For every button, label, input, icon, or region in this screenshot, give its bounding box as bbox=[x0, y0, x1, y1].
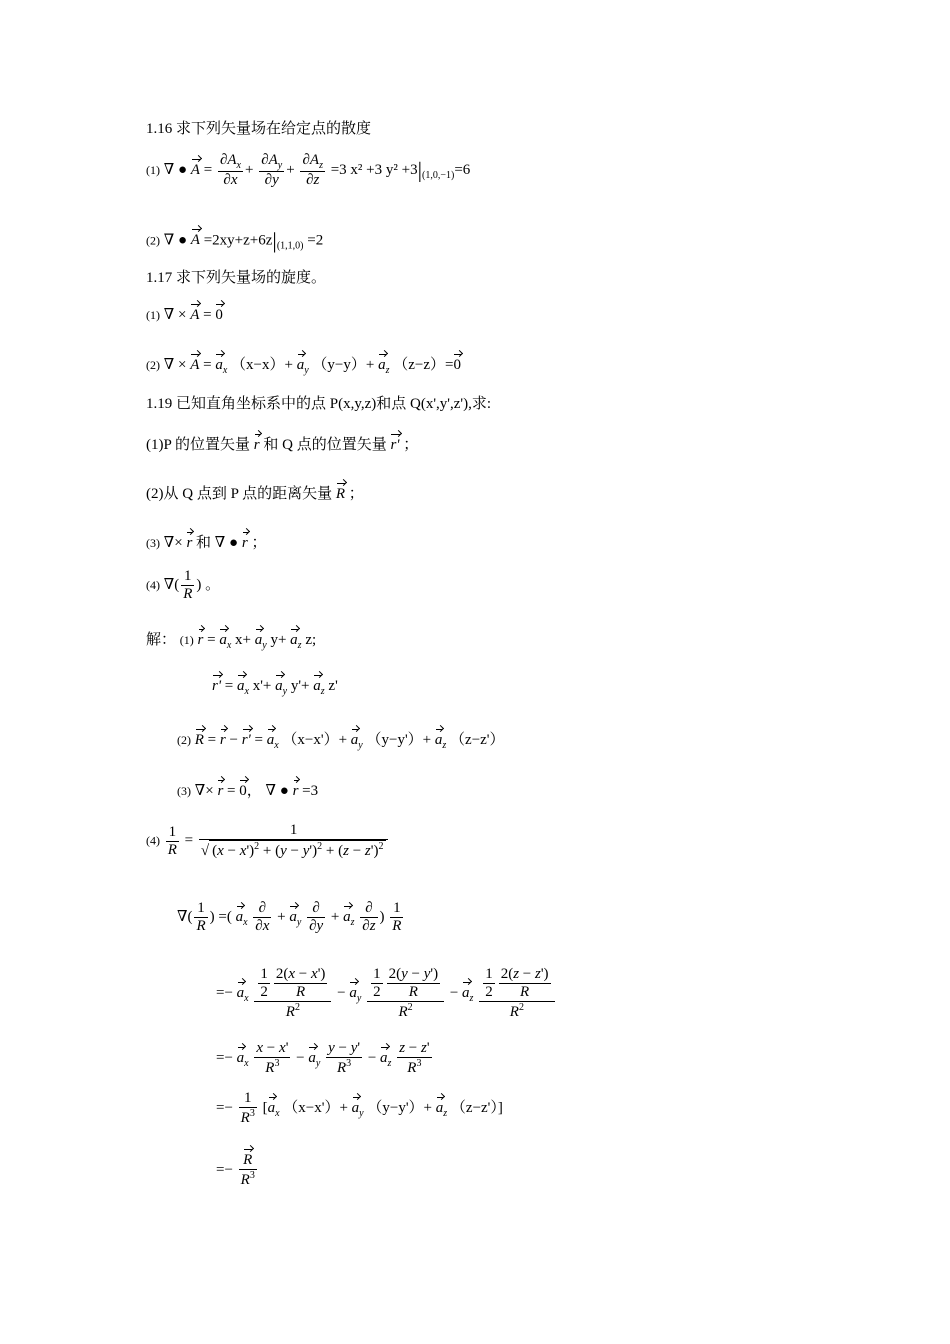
problem-1-17-item1: (1) ∇ × A = 0 bbox=[146, 307, 223, 323]
problem-1-17-item2: (2) ∇ × $A = a_x$ $(x-x)+ a_y$ $(y-y)+ a_z$ （z−z）=0 bbox=[146, 357, 461, 376]
solution-gradient: ∇( $\frac{1}{R}$ ) =( $a_x$ $\frac{\partial}{\partial x}$ + $a_y$ $\frac{\partial}{\partial y}$ + $a_z$ $\frac{\partial}{\partial z}$ ) $\frac{1}{R}$ bbox=[177, 900, 402, 934]
problem-1-19-title: 1.19 已知直角坐标系中的点 P(x,y,z)和点 Q(x',y',z'),求: bbox=[146, 396, 492, 412]
solution-step1: 解： (1) $r = a_x$ $x+ a_y$ $y+ a_z$ z; bbox=[146, 632, 317, 651]
problem-1-19-item2: (2)从 Q 点到 P 点的距离矢量 R ； bbox=[146, 486, 364, 502]
solution-gradient-step2: =− $a_x$ $\frac{x - x'}{R^3}$ − $a_y$ $\frac{y - y'}{R^3}$ − $a_z$ $\frac{z - z'}{R^3}$ bbox=[216, 1040, 430, 1076]
problem-1-19-item1: (1)P 的位置矢量 r 和 Q 点的位置矢量 r' ； bbox=[146, 437, 419, 453]
problem-1-17-title: 1.17 求下列矢量场的旋度。 bbox=[146, 270, 327, 286]
problem-1-16-item2: (2) ∇ ● $A =2xy+z+6z|_{(1,1,0)} =2$ bbox=[146, 228, 324, 253]
solution-gradient-step3: =− $\frac{1}{R^3}$ [$a_x$ $(x-x')+ a_y$ $(y-y')+ a_z$ （z−z'）] bbox=[216, 1090, 503, 1126]
solution-step4: (4) $\frac{1}{R}$ = $\frac{1}{√ (x - x')^2 + (y - y')^2 + (z - z')^2}$ bbox=[146, 822, 390, 860]
solution-gradient-final: =− $\frac{R}{R^3}$ bbox=[216, 1152, 255, 1188]
solution-step3: (3) ∇× r = 0， ∇ ● r =3 bbox=[177, 783, 319, 799]
problem-1-16-item1: (1) ∇ ● A = $\frac{\partial A_x}{\partial x}$ + $\frac{\partial A_y}{\partial y}$ + $\frac{\partial A_z}{\partial z}$ =3 x² +3 $y^2 +3|_{(1,0,-1)}=6$ bbox=[146, 152, 471, 188]
solution-step1b: $r' = a_x$ $x'+ a_y$ $y'+ a_z$ z' bbox=[212, 678, 338, 697]
solution-step2: (2) $R = r - r' = a_x$ $(x-x')+ a_y$ $(y-y')+ a_z$ （z−z'） bbox=[177, 732, 505, 751]
problem-1-16-title: 1.16 求下列矢量场在给定点的散度 bbox=[146, 121, 372, 137]
problem-1-19-item4: (4) ∇( $\frac{1}{R}$ ) 。 bbox=[146, 568, 221, 602]
solution-gradient-step1: =− $a_x$ $\frac{1}{2}$ $\frac{2(x - x')}{R}$ $R^2$ − $a_y$ $\frac{1}{2}$ $\frac{2(y - y')}{R}$ $R^2$ − $a_z$ $\frac{1}{2}$ $\frac{2(z - z')}{R}$ $R^2$ bbox=[216, 966, 557, 1021]
problem-1-19-item3: (3) ∇× r 和 ∇ ● r ； bbox=[146, 535, 267, 551]
